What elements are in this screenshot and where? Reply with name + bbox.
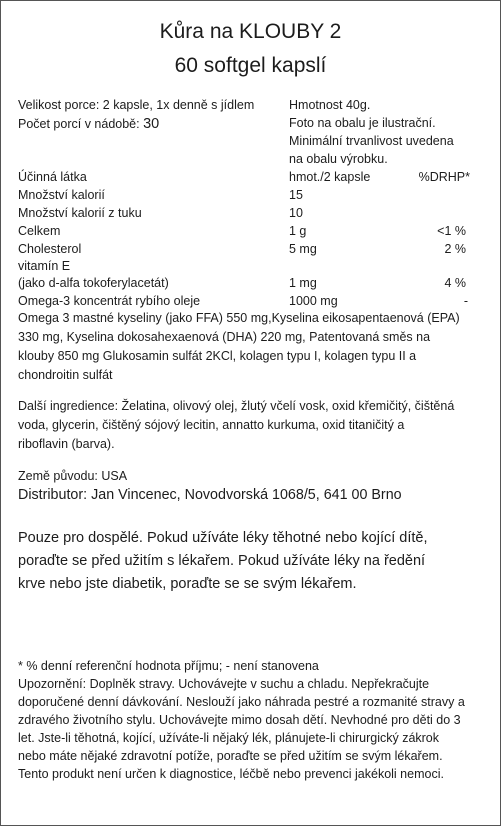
distributor: Distributor: Jan Vincenec, Novodvorská 1068/5, 641 00 Brno [18, 487, 402, 503]
table-row-amount: 5 mg [289, 242, 317, 256]
product-label: Kůra na KLOUBY 2 60 softgel kapslí Velikost porce: 2 kapsle, 1x denně s jídlem Počet porcí v nádobě: 30 Hmotnost 40g. Foto na obalu je ilustrační. Minimální trvanlivost uvedena na obalu výrobku. Účinná látka hmot./2 kapsle %DRHP* Množství kalorií 15 Množství kalorií z tuku 10 Celkem 1 g <1 % Cholesterol 5 mg 2 % vitamín E (jako d-alfa tokoferylacetát) 1 mg 4 % Omega-3 koncentrát rybího oleje 1000 mg - Omega 3 mastné kyseliny (jako FFA) 550 mg,Kyselina eikosapentaenová (EPA) 330 mg, Kyselina dokosahexaenová (DHA) 220 mg, Patentovaná směs na klouby 850 mg Glukosamin sulfát 2KCl, kolagen typu I, kolagen typu II a chondroitin sulfát Další ingredience: Želatina, olivový olej, žlutý včelí vosk, oxid křemičitý, čištěná voda, glycerin, čištěný sójový lecitin, annatto kurkuma, oxid titaničitý a riboflavin (barva). Země původu: USA Distributor: Jan Vincenec, Novodvorská 1068/5, 641 00 Brno Pouze pro dospělé. Pokud užíváte léky těhotné nebo kojící dítě, poraďte se před užitím s lékařem. Pokud užíváte léky na ředění krve nebo jste diabetik, poraďte se se svým lékařem. * % denní referenční hodnota příjmu; - není stanovena Upozornění: Doplněk stravy. Uchovávejte v suchu a chladu. Nepřekračujte doporučené denní dávkování. Neslouží jako náhrada pestré a rozmanité stravy a zdravého životního stylu. Uchovávejte mimo dosah dětí. Nevhodné pro děti do 3 let. Jste-li těhotná, kojící, užíváte-li nějaký lék, plánujete-li chirurgický zákrok nebo máte nějaké zdravotní potíže, poraďte se před užitím se svým lékařem. Tento produkt není určen k diagnostice, léčbě nebo prevenci jakékoli nemoci. [0, 0, 501, 826]
net-weight: Hmotnost 40g. [289, 98, 371, 112]
table-row-drhp: 2 % [444, 242, 466, 256]
product-form: 60 softgel kapslí [174, 54, 327, 77]
table-row-drhp: 4 % [444, 276, 466, 290]
table-row-drhp: - [463, 294, 468, 308]
servings-label: Počet porcí v nádobě: [18, 117, 140, 131]
table-header-name: Účinná látka [18, 170, 87, 184]
table-header-amount: hmot./2 kapsle [289, 170, 371, 184]
table-row-name: Množství kalorií [18, 188, 105, 202]
footnote: * % denní referenční hodnota příjmu; - není stanovena [18, 659, 319, 673]
table-row-name: vitamín E [18, 259, 71, 273]
product-name: Kůra na KLOUBY 2 [159, 20, 342, 43]
table-row-amount: 1 g [289, 224, 307, 238]
serving-size: Velikost porce: 2 kapsle, 1x denně s jídlem [18, 98, 255, 112]
servings-per-container [18, 114, 159, 135]
table-row-amount: 1 mg [289, 276, 317, 290]
servings-value: 30 [143, 116, 160, 132]
table-row-name: Množství kalorií z tuku [18, 206, 142, 220]
table-row-amount: 15 [289, 188, 303, 202]
photo-note: Foto na obalu je ilustrační. [289, 116, 436, 130]
table-row-name: (jako d-alfa tokoferylacetát) [18, 276, 169, 290]
table-row-name: Celkem [18, 224, 61, 238]
table-row-amount: 1000 mg [289, 294, 338, 308]
shelf-life-note-2: na obalu výrobku. [289, 152, 388, 166]
table-row-name: Cholesterol [18, 242, 82, 256]
table-row-name: Omega-3 koncentrát rybího oleje [18, 294, 201, 308]
shelf-life-note: Minimální trvanlivost uvedena [289, 134, 454, 148]
country-of-origin: Země původu: USA [18, 469, 128, 483]
table-row-drhp: <1 % [437, 224, 466, 238]
table-header-drhp: %DRHP* [418, 170, 470, 184]
table-row-amount: 10 [289, 206, 303, 220]
